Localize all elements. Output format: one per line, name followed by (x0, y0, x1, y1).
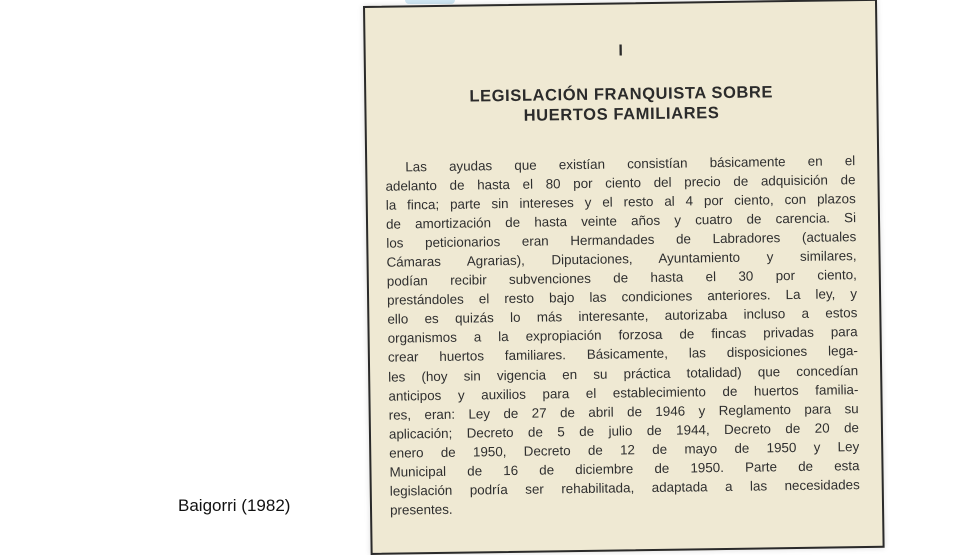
body-line: podían recibir subvenciones de hasta el 30 por ciento, (386, 267, 857, 289)
body-line: prestándoles el resto bajo las condiciones anteriores. La ley, y (387, 286, 858, 309)
body-paragraph (385, 151, 860, 519)
body-line: la finca; parte sin intereses y el resto al 4 por ciento, con plazos (385, 191, 856, 213)
body-line: adelanto de hasta el 80 por ciento del precio de adquisición de (385, 172, 856, 194)
citation-caption: Baigorri (1982) (178, 496, 291, 515)
scanned-page (363, 0, 885, 555)
body-line: ello es quizás lo más interesante, autorizaba incluso a estos (387, 305, 858, 328)
document-title (366, 81, 877, 128)
body-line: Cámaras Agrarias), Diputaciones, Ayuntamiento y similares, (386, 248, 857, 270)
body-line: Municipal de 16 de diciembre de 1950. Parte de esta (389, 457, 860, 480)
body-line: crear huertos familiares. Básicamente, las disposiciones lega- (387, 343, 858, 366)
body-line: res, eran: Ley de 27 de abril de 1946 y Reglamento para su (388, 400, 859, 423)
body-line: organismos a la expropiación forzosa de fincas privadas para (387, 324, 858, 347)
body-line: Las ayudas que existían consistían básicamente en el (405, 153, 856, 175)
title-line-2: HUERTOS FAMILIARES (523, 104, 720, 125)
body-line: presentes. (389, 501, 453, 518)
title-line-1: LEGISLACIÓN FRANQUISTA SOBRE (469, 83, 774, 106)
body-line: les (hoy sin vigencia en su práctica totalidad) que concedían (388, 362, 859, 385)
chapter-number: I (618, 42, 623, 60)
body-line: aplicación; Decreto de 5 de julio de 1944, Decreto de 20 de (388, 419, 860, 442)
body-line: los peticionarios eran Hermandades de Labradores (actuales (386, 229, 857, 251)
body-line: enero de 1950, Decreto de 12 de mayo de 1950 y Ley (389, 438, 860, 461)
body-line: legislación podría ser rehabilitada, adaptada a las necesidades (389, 476, 860, 499)
body-line: anticipos y auxilios para el establecimiento de huertos familia- (388, 381, 859, 404)
body-line: de amortización de hasta veinte años y cuatro de carencia. Si (385, 210, 857, 232)
light-glare (405, 0, 455, 4)
